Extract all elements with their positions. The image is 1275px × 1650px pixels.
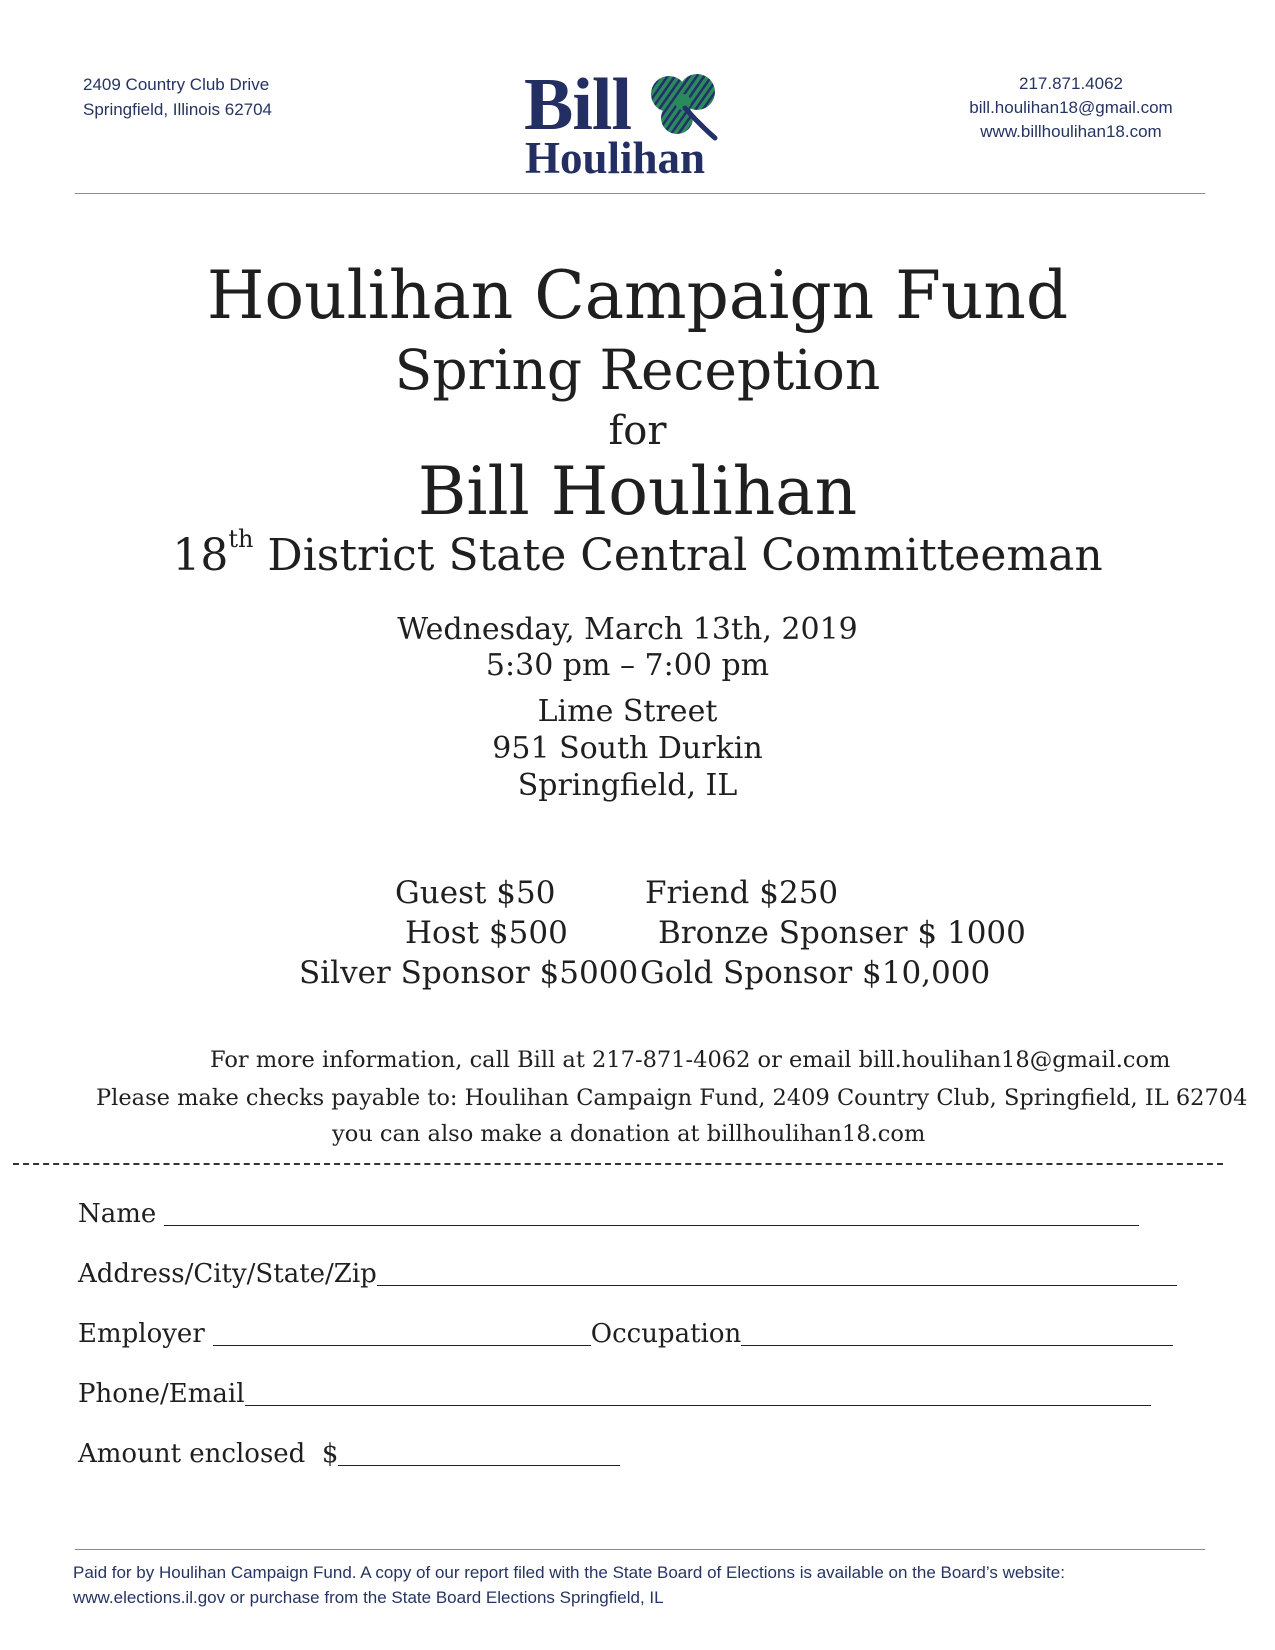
event-title: Spring Reception (394, 338, 881, 402)
form-row-employer (78, 1318, 1173, 1350)
header-divider (75, 193, 1205, 194)
event-street: 951 South Durkin (492, 731, 763, 766)
logo-first-name: Bill (524, 64, 632, 146)
district-suffix: th (228, 525, 254, 553)
campaign-logo (524, 64, 749, 183)
occupation-field[interactable] (741, 1321, 1173, 1346)
title-connector: for (608, 408, 667, 454)
event-city: Springfield, IL (517, 768, 738, 803)
form-row-name (78, 1198, 1139, 1230)
paid-for-disclaimer (73, 1560, 1223, 1610)
campaign-contact (940, 72, 1202, 144)
employer-label: Employer (78, 1319, 205, 1349)
event-date: Wednesday, March 13th, 2019 (397, 612, 858, 647)
district-number: 18 (172, 530, 229, 581)
address-label: Address/City/State/Zip (78, 1259, 377, 1289)
name-label: Name (78, 1199, 157, 1229)
phone-email-field[interactable] (245, 1381, 1151, 1406)
logo-last-name: Houlihan (525, 133, 706, 183)
name-field[interactable] (164, 1201, 1139, 1226)
campaign-address (83, 72, 272, 122)
tear-off-line (13, 1163, 1223, 1165)
form-row-address (78, 1258, 1177, 1290)
contact-website: www.billhoulihan18.com (980, 122, 1162, 141)
fund-title: Houlihan Campaign Fund (206, 257, 1069, 334)
employer-field[interactable] (213, 1321, 591, 1346)
tier-silver: Silver Sponsor $5000 (299, 955, 639, 991)
tier-host: Host $500 (405, 915, 568, 951)
address-field[interactable] (377, 1261, 1177, 1286)
tier-guest: Guest $50 (395, 875, 556, 911)
event-time: 5:30 pm – 7:00 pm (485, 648, 770, 683)
disclaimer-line-2: www.elections.il.gov or purchase from the State Board Elections Springfield, IL (73, 1588, 664, 1607)
info-donation-line: you can also make a donation at billhoulihan18.com (332, 1121, 926, 1147)
address-line-2: Springfield, Illinois 62704 (83, 100, 273, 119)
amount-field[interactable] (338, 1441, 620, 1466)
occupation-label: Occupation (590, 1319, 742, 1349)
contact-email: bill.houlihan18@gmail.com (969, 98, 1173, 117)
form-row-amount (78, 1438, 620, 1470)
event-venue: Lime Street (537, 694, 718, 729)
candidate-office (0, 525, 1275, 581)
office-name: District State Central Committeeman (253, 530, 1103, 581)
info-checks-line: Please make checks payable to: Houlihan Campaign Fund, 2409 Country Club, Springfield, IL 62704 (96, 1085, 1248, 1111)
disclaimer-line-1: Paid for by Houlihan Campaign Fund. A copy of our report filed with the State Board of Elections is available on the Board’s website: (73, 1563, 1065, 1582)
phone-email-label: Phone/Email (78, 1379, 245, 1409)
tier-bronze: Bronze Sponser $ 1000 (658, 915, 1026, 951)
form-row-phone (78, 1378, 1151, 1410)
tier-gold: Gold Sponsor $10,000 (640, 955, 991, 991)
address-line-1: 2409 Country Club Drive (83, 75, 270, 94)
footer-divider (75, 1549, 1205, 1550)
tier-friend: Friend $250 (645, 875, 839, 911)
contact-phone: 217.871.4062 (1019, 74, 1123, 93)
amount-label: Amount enclosed $ (78, 1439, 339, 1469)
candidate-name: Bill Houlihan (417, 453, 858, 530)
info-contact-line: For more information, call Bill at 217-871-4062 or email bill.houlihan18@gmail.com (210, 1047, 1171, 1073)
